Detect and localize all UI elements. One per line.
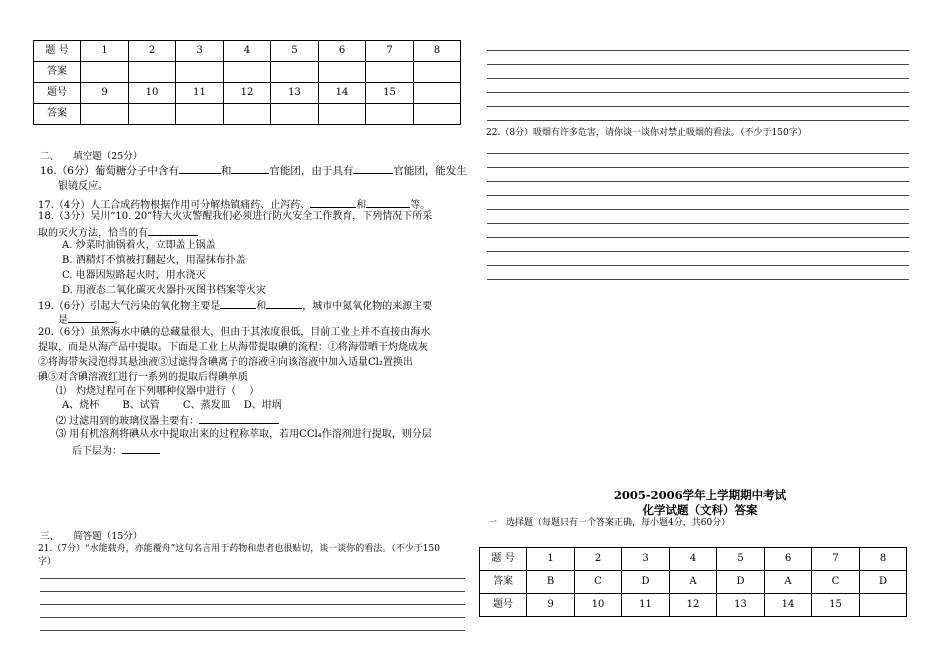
- question-20-sub1: ⑴ 灼烧过程可在下列哪种仪器中进行（ ）: [56, 386, 260, 397]
- answer-cell[interactable]: [271, 62, 319, 83]
- answer-line: [40, 630, 465, 631]
- question-number: 4: [224, 41, 271, 62]
- table-row: [480, 594, 907, 617]
- question-20-sub1-options: A、烧杯 B、试管 C、蒸发皿 D、坩埚: [62, 400, 282, 411]
- question-number: 14: [765, 594, 812, 617]
- answer-line: [487, 237, 909, 238]
- question-20-sub3-line2: 后下层为：: [72, 442, 160, 459]
- answer-cell[interactable]: [176, 62, 224, 83]
- table-row: [34, 83, 461, 104]
- answer-line: [487, 120, 909, 121]
- question-number: 9: [81, 83, 129, 104]
- answer-line: [40, 604, 465, 605]
- answer-cell[interactable]: [319, 104, 366, 125]
- answer-cell[interactable]: [319, 62, 366, 83]
- answer-value: B: [527, 571, 575, 594]
- blank-field[interactable]: [220, 297, 256, 309]
- question-number: 1: [81, 41, 129, 62]
- question-20-line1: 20.（6分）虽然海水中碘的总藏量很大，但由于其浓度很低，目前工业上并不直接由海水: [38, 327, 431, 338]
- blank-field[interactable]: [366, 196, 410, 208]
- answer-line: [487, 195, 909, 196]
- question-number: 13: [271, 83, 319, 104]
- answer-line: [487, 64, 909, 65]
- question-number: 13: [717, 594, 765, 617]
- question-number: 12: [670, 594, 717, 617]
- question-number: 5: [271, 41, 319, 62]
- answer-cell[interactable]: [81, 62, 129, 83]
- answer-cell[interactable]: [271, 104, 319, 125]
- answer-cell[interactable]: [81, 104, 129, 125]
- answer-cell[interactable]: [129, 62, 176, 83]
- answer-line: [487, 167, 909, 168]
- answer-key-table: [479, 547, 907, 617]
- option-b: B. 酒精灯不慎被打翻起火，用湿抹布扑盖: [62, 255, 246, 266]
- row-label: 答案: [34, 104, 81, 125]
- table-row: [480, 548, 907, 571]
- answer-cell[interactable]: [129, 104, 176, 125]
- blank-field[interactable]: [179, 162, 221, 174]
- question-number: 11: [622, 594, 670, 617]
- question-number: 14: [319, 83, 366, 104]
- answer-cell[interactable]: [414, 104, 461, 125]
- question-number: 6: [765, 548, 812, 571]
- answer-line: [487, 209, 909, 210]
- question-18-line1: 18.（3分）吴川“10. 20”特大火灾警醒我们必须进行防火安全工作教育，下列情况下所采: [38, 211, 433, 222]
- answer-key-section-heading: 一 选择题（每题只有一个答案正确，每小题4分，共60分）: [488, 518, 731, 528]
- question-20-line2: 提取，而是从海产品中提取。下面是工业上从海带提取碘的流程：①将海带晒干灼烧成灰: [38, 342, 428, 353]
- blank-field[interactable]: [310, 196, 356, 208]
- row-label: 答案: [480, 571, 527, 594]
- blank-field[interactable]: [353, 162, 393, 174]
- answer-line: [40, 617, 465, 618]
- question-number: 8: [860, 548, 907, 571]
- option-d: D. 用液态二氧化碳灭火器扑灭图书档案等火灾: [62, 285, 267, 296]
- answer-cell[interactable]: [224, 104, 271, 125]
- row-label: 题 号: [480, 548, 527, 571]
- question-number: 3: [176, 41, 224, 62]
- question-number: 7: [366, 41, 414, 62]
- blank-field[interactable]: [199, 412, 279, 424]
- answer-grid-top: [33, 40, 461, 125]
- answer-line: [487, 251, 909, 252]
- question-number: 5: [717, 548, 765, 571]
- blank-field[interactable]: [148, 224, 198, 236]
- question-number: 11: [176, 83, 224, 104]
- row-label: 题 号: [34, 41, 81, 62]
- answer-line: [487, 223, 909, 224]
- answer-value: D: [622, 571, 670, 594]
- answer-cell[interactable]: [366, 104, 414, 125]
- question-number: 2: [575, 548, 622, 571]
- question-number: 6: [319, 41, 366, 62]
- answer-line: [487, 106, 909, 107]
- question-number: 9: [527, 594, 575, 617]
- question-number: 4: [670, 548, 717, 571]
- blank-field[interactable]: [122, 442, 160, 454]
- row-label: 题号: [480, 594, 527, 617]
- section-heading-fill-in: 二、 填空题（25分）: [40, 151, 143, 162]
- question-number: 15: [812, 594, 860, 617]
- question-19: 19.（6分）引起大气污染的氧化物主要是 和 ，城市中氮氧化物的来源主要: [38, 297, 432, 314]
- answer-value: D: [717, 571, 765, 594]
- answer-value: D: [860, 571, 907, 594]
- question-number: 10: [575, 594, 622, 617]
- question-number: 10: [129, 83, 176, 104]
- answer-cell[interactable]: [224, 62, 271, 83]
- answer-line: [487, 92, 909, 93]
- answer-value: A: [765, 571, 812, 594]
- answer-value: A: [670, 571, 717, 594]
- answer-cell[interactable]: [176, 104, 224, 125]
- question-number: 15: [366, 83, 414, 104]
- option-c: C. 电器因短路起火时，用水浇灭: [62, 270, 206, 281]
- answer-line: [487, 279, 909, 280]
- answer-key-subtitle: 化学试题（文科）答案: [642, 503, 758, 517]
- question-16-cont: 银镜反应。: [58, 181, 108, 192]
- blank-field[interactable]: [68, 311, 114, 323]
- answer-value: C: [575, 571, 622, 594]
- question-number: 2: [129, 41, 176, 62]
- row-label: 答案: [34, 62, 81, 83]
- question-20-line4: 碘⑤对含碘溶液红进行一系列的提取后得碘单质: [38, 372, 248, 383]
- question-17: 17.（4分）人工合成药物根据作用可分解热镇痛药、止泻药、 和 等。: [38, 196, 430, 213]
- answer-value: C: [812, 571, 860, 594]
- question-19-cont: 是 。: [58, 311, 124, 328]
- answer-line: [487, 78, 909, 79]
- question-20-sub2: ⑵ 过滤用到的玻璃仪器主要有：: [56, 412, 279, 429]
- question-21-line2: 字）: [38, 557, 57, 567]
- question-number: 12: [224, 83, 271, 104]
- blank-field[interactable]: [266, 297, 302, 309]
- answer-cell[interactable]: [414, 62, 461, 83]
- question-number: 8: [414, 41, 461, 62]
- answer-key-title: 2005-2006学年上学期期中考试: [613, 488, 787, 502]
- answer-line: [40, 578, 465, 579]
- row-label: 题号: [34, 83, 81, 104]
- question-20-line3: ②将海带灰浸泡得其悬浊液③过滤得含碘离子的溶液④向该溶液中加入适量Cl₂置换出: [38, 357, 413, 368]
- question-number: 3: [622, 548, 670, 571]
- blank-field[interactable]: [231, 162, 269, 174]
- question-21-line1: 21.（7分）“水能载舟，亦能覆舟”这句名言用于药物和患者也很贴切，谈一谈你的看法。（不少于150: [38, 544, 440, 554]
- answer-line: [487, 153, 909, 154]
- table-row: [34, 104, 461, 125]
- answer-line: [487, 181, 909, 182]
- answer-cell[interactable]: [366, 62, 414, 83]
- question-number: [860, 594, 907, 617]
- question-22: 22.（8分）吸烟有许多危害，请你谈一谈你对禁止吸烟的看法。（不少于150字）: [486, 128, 807, 138]
- question-16: 16.（6分）葡萄糖分子中含有 和 官能团，由于具有 官能团，能发生: [40, 162, 467, 179]
- question-18-line2: 取的灭火方法，恰当的有: [38, 224, 198, 241]
- option-a: A. 炒菜时油锅着火，立即盖上锅盖: [62, 240, 216, 251]
- question-20-sub3-line1: ⑶ 用有机溶剂将碘从水中提取出来的过程称萃取，若用CCl₄作溶剂进行提取，则分层: [56, 429, 432, 440]
- table-row: [34, 62, 461, 83]
- answer-line: [487, 50, 909, 51]
- question-number: 1: [527, 548, 575, 571]
- table-row: [480, 571, 907, 594]
- question-number: 7: [812, 548, 860, 571]
- question-number: [414, 83, 461, 104]
- table-row: [34, 41, 461, 62]
- answer-line: [40, 591, 465, 592]
- section-heading-short-answer: 三、 简答题（15分）: [40, 531, 143, 542]
- answer-line: [487, 265, 909, 266]
